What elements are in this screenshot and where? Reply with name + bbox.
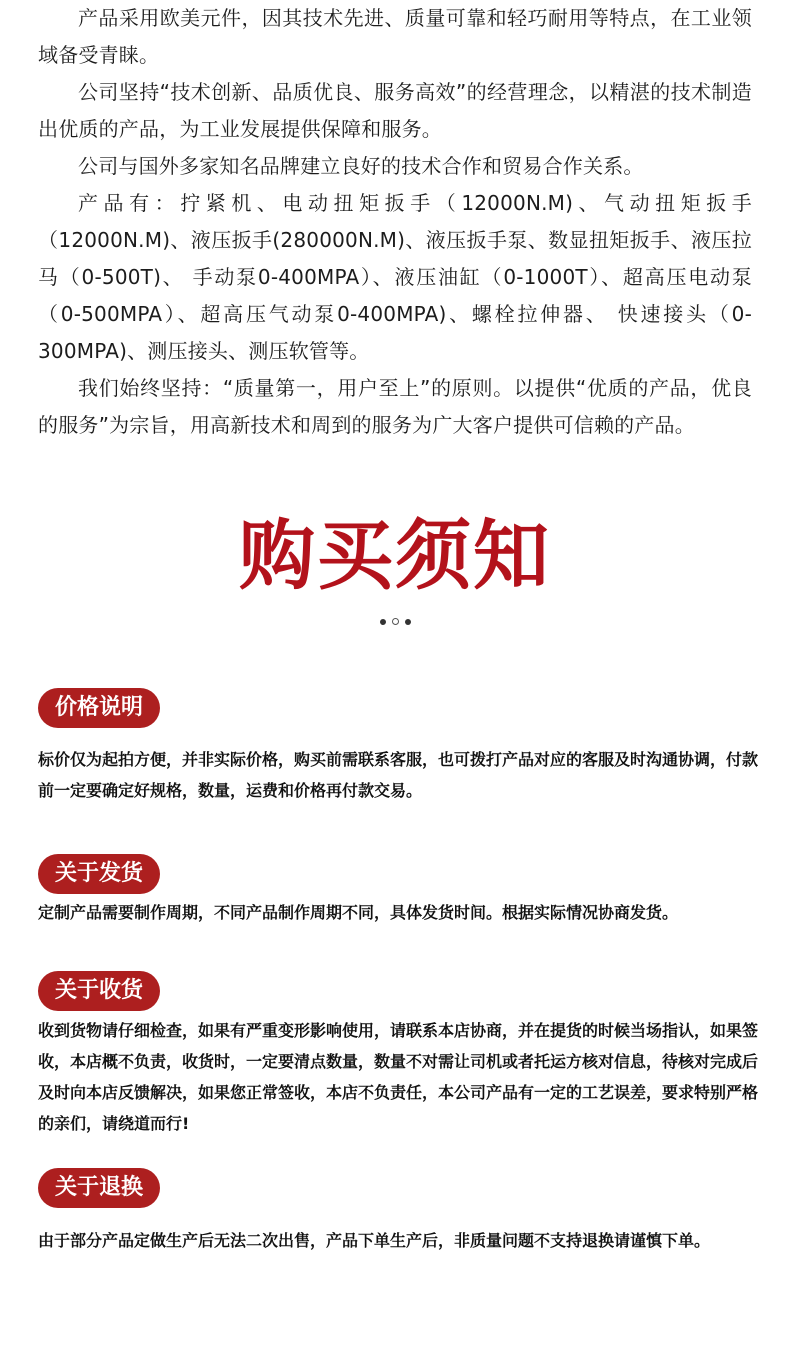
section-returns [38,1168,764,1256]
section-text-price: 标价仅为起拍方便，并非实际价格，购买前需联系客服，也可拨打产品对应的客服及时沟通协调，付款前一定要确定好规格，数量，运费和价格再付款交易。 [38,750,759,800]
purchase-notice-title: 购买须知 [239,511,551,600]
intro-paragraph: 公司坚持“技术创新、品质优良、服务高效”的经营理念，以精湛的技术制造出优质的产品，为工业发展提供保障和服务。 [38,80,752,141]
section-text-receiving: 收到货物请仔细检查，如果有严重变形影响使用，请联系本店协商，并在提货的时候当场指认，如果签收，本店概不负责，收货时，一定要清点数量，数量不对需让司机或者托运方核对信息，待核对完成后及时向本店反馈解决，如果您正常签收，本店不负责任，本公司产品有一定的工艺误差，要求特别严格的亲们，请绕道而行! [38,1021,759,1133]
section-receiving [38,971,764,1139]
intro-paragraph: 我们始终坚持：“质量第一，用户至上”的原则。以提供“优质的产品，优良的服务”为宗旨，用高新技术和周到的服务为广大客户提供可信赖的产品。 [38,376,752,437]
section-label-returns: 关于退换 [38,1168,160,1208]
section-text-returns: 由于部分产品定做生产后无法二次出售，产品下单生产后，非质量问题不支持退换请谨慎下单。 [38,1231,711,1250]
section-shipping [38,854,764,928]
section-label-price: 价格说明 [38,688,160,728]
section-label-receiving: 关于收货 [38,971,160,1011]
dot-icon [392,618,399,625]
section-label-shipping: 关于发货 [38,854,160,894]
intro-paragraph: 产品采用欧美元件，因其技术先进、质量可靠和轻巧耐用等特点，在工业领域备受青睐。 [38,6,752,67]
dot-icon [380,619,386,625]
intro-paragraph: 产品有：拧紧机、电动扭矩扳手（12000N.M)、气动扭矩扳手（12000N.M)、液压扳手(280000N.M)、液压扳手泵、数显扭矩扳手、液压拉马（0-500T)、 手动泵0-400MPA）、液压油缸（0-1000T）、超高压电动泵（0-500MPA）、超高压气动泵0-400MPA)、螺栓拉伸器、 快速接头（0-300MPA)、测压接头、测压软管等。 [38,191,752,363]
company-intro [38,0,752,444]
intro-paragraph: 公司与国外多家知名品牌建立良好的技术合作和贸易合作关系。 [78,154,644,178]
section-price [38,688,764,806]
carousel-dots [0,618,790,625]
dot-icon [405,619,411,625]
section-text-shipping: 定制产品需要制作周期，不同产品制作周期不同，具体发货时间。根据实际情况协商发货。 [38,903,679,922]
